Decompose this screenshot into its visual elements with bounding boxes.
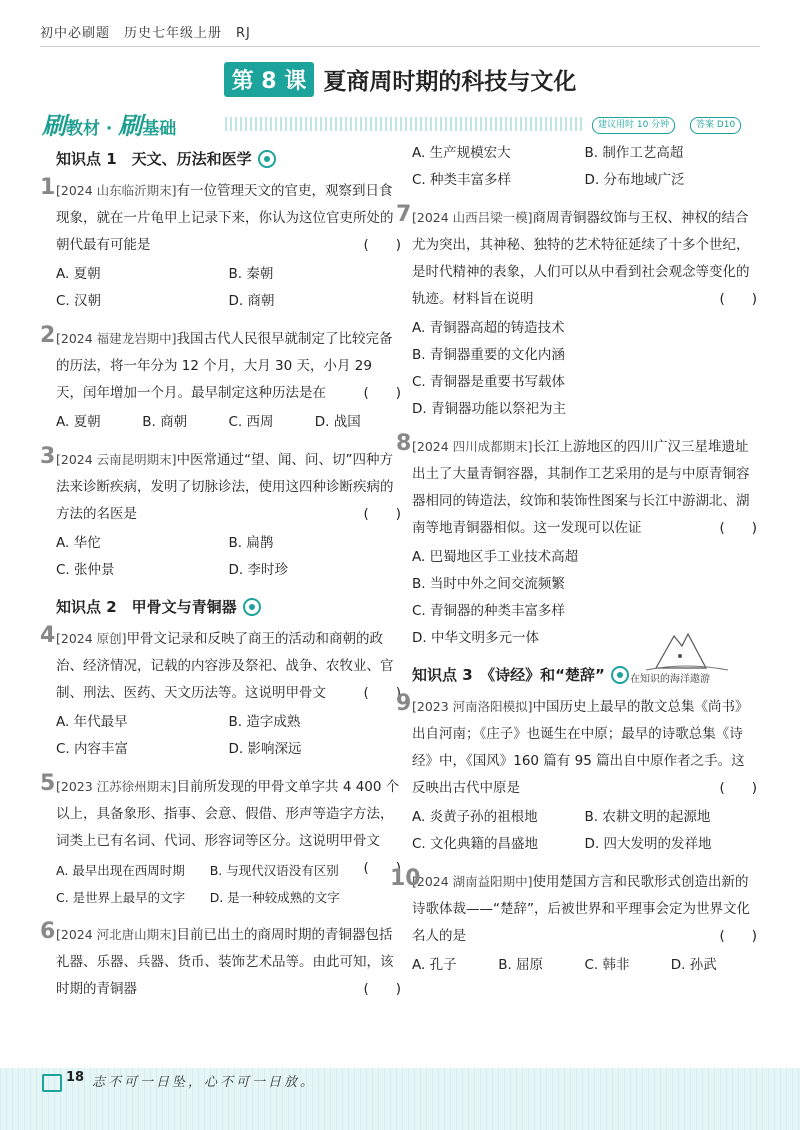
question-number: 3 — [40, 444, 56, 469]
q2-options — [56, 409, 401, 436]
option-b: B. 屈原 — [498, 957, 544, 973]
question-text: 有一位管理天文的官吏，观察到日食现象，就在一片龟甲上记录下来，你认为这位官吏所处的朝代最有可能是 — [56, 183, 394, 253]
option-a: A. 青铜器高超的铸造技术 — [412, 320, 565, 336]
option-c: C. 内容丰富 — [56, 741, 129, 757]
lesson-name: 夏商周时期的科技与文化 — [323, 69, 577, 95]
question-number: 6 — [40, 919, 56, 944]
question-number: 8 — [396, 431, 412, 456]
answer-blank: ( ) — [363, 860, 401, 876]
answer-blank: ( ) — [363, 237, 401, 253]
target-icon — [258, 150, 276, 168]
option-d: D. 孙武 — [670, 957, 717, 973]
option-a: A. 最早出现在西周时期 — [56, 863, 185, 878]
option-d: D. 四大发明的发祥地 — [584, 836, 712, 852]
question-source: [2024 山东临沂期末] — [56, 183, 177, 198]
kp3-label: 知识点 3 《诗经》和“楚辞” — [412, 666, 605, 684]
right-column — [390, 140, 757, 979]
question-text: 中国历史上最早的散文总集《尚书》出自河南；《庄子》也诞生在中原；最早的诗歌总集《诗经》中，《国风》160 篇有 95 篇出自中原作者之手。这反映出古代中原是 — [412, 699, 749, 796]
answer-blank: ( ) — [719, 291, 757, 307]
option-b: B. 造字成熟 — [228, 714, 301, 730]
question-8 — [396, 431, 757, 542]
answer-blank: ( ) — [363, 385, 401, 401]
option-d: D. 中华文明多元一体 — [412, 630, 539, 646]
q6-options — [412, 140, 757, 194]
book-header: 初中必刷题 历史七年级上册 RJ — [40, 26, 251, 41]
option-c: C. 韩非 — [584, 957, 630, 973]
option-b: B. 制作工艺高超 — [584, 145, 684, 161]
answer-blank: ( ) — [719, 780, 757, 796]
option-b: B. 扁鹊 — [228, 535, 274, 551]
question-6 — [40, 919, 401, 1003]
question-source: [2024 福建龙岩期中] — [56, 331, 177, 346]
brand-word-1: 教材 · — [66, 119, 119, 139]
target-icon — [611, 666, 629, 684]
q5-options — [56, 857, 363, 911]
option-b: B. 当时中外之间交流频繁 — [412, 576, 565, 592]
option-d: D. 分布地域广泛 — [584, 172, 685, 188]
option-a: A. 华佗 — [56, 535, 101, 551]
option-a: A. 巴蜀地区手工业技术高超 — [412, 549, 579, 565]
target-icon — [243, 598, 261, 616]
knowledge-point-1 — [56, 148, 401, 169]
question-text: 使用楚国方言和民歌形式创造出新的诗歌体裁——“楚辞”，后被世界和平理事会定为世界文化名人的是 — [412, 874, 750, 944]
option-a: A. 孔子 — [412, 957, 457, 973]
option-a: A. 夏朝 — [56, 414, 101, 430]
question-2 — [40, 323, 401, 407]
question-source: [2024 云南昆明期末] — [56, 452, 177, 467]
brand-word-2: 基础 — [142, 119, 177, 139]
question-text: 我国古代人民很早就制定了比较完备的历法，将一年分为 12 个月，大月 30 天，小月 29 天，闰年增加一个月。最早制定这种历法是在 — [56, 331, 393, 401]
knowledge-point-2 — [56, 596, 401, 617]
answer-blank: ( ) — [719, 520, 757, 536]
option-c: C. 西周 — [228, 414, 274, 430]
question-text: 商周青铜器纹饰与王权、神权的结合尤为突出，其神秘、独特的艺术特征延续了十多个世纪，是时代精神的表象，人们可以从中看到社会观念等变化的轨迹。材料旨在说明 — [412, 210, 750, 307]
option-d: D. 青铜器功能以祭祀为主 — [412, 401, 566, 417]
option-c: C. 文化典籍的昌盛地 — [412, 836, 539, 852]
page-number: 18 — [66, 1070, 85, 1085]
section-brand — [42, 106, 176, 141]
option-c: C. 张仲景 — [56, 562, 115, 578]
q4-options — [56, 709, 401, 763]
option-d: D. 商朝 — [228, 293, 275, 309]
option-c: C. 种类丰富多样 — [412, 172, 512, 188]
question-source: [2024 河北唐山期末] — [56, 927, 177, 942]
question-10 — [390, 866, 757, 950]
question-source: [2023 江苏徐州期末] — [56, 779, 177, 794]
q3-options — [56, 530, 401, 584]
brand-char-2: 刷 — [118, 112, 143, 140]
question-text: 长江上游地区的四川广汉三星堆遗址出土了大量青铜容器，其制作工艺采用的是与中原青铜容器相同的铸造法，纹饰和装饰性图案与长江中游湖北、湖南等地青铜器相似。这一发现可以佐证 — [412, 439, 750, 536]
question-text: 目前所发现的甲骨文单字共 4 400 个以上，具备象形、指事、会意、假借、形声等造字方法，词类上已有名词、代词、形容词等区分。这说明甲骨文 — [56, 779, 400, 849]
question-source: [2023 河南洛阳模拟] — [412, 699, 533, 714]
question-source: [2024 四川成都期末] — [412, 439, 533, 454]
option-c: C. 是世界上最早的文字 — [56, 890, 186, 905]
answer-blank: ( ) — [363, 506, 401, 522]
question-source: [2024 山西吕梁一模] — [412, 210, 533, 225]
question-4 — [40, 623, 401, 707]
option-b: B. 青铜器重要的文化内涵 — [412, 347, 565, 363]
option-b: B. 秦朝 — [228, 266, 274, 282]
suggested-time-badge: 建议用时 10 分钟 — [592, 117, 675, 134]
decorative-stripe — [225, 117, 585, 131]
option-a: A. 年代最早 — [56, 714, 128, 730]
option-b: B. 商朝 — [142, 414, 188, 430]
question-text: 甲骨文记录和反映了商王的活动和商朝的政治、经济情况，记载的内容涉及祭祀、战争、农牧业、官制、刑法、医药、天文历法等。这说明甲骨文 — [56, 631, 394, 701]
question-number: 9 — [396, 691, 412, 716]
question-number: 5 — [40, 771, 56, 796]
q10-options — [412, 952, 757, 979]
question-1 — [40, 175, 401, 259]
kp1-label: 知识点 1 天文、历法和医学 — [56, 150, 252, 168]
lesson-title — [0, 62, 800, 97]
question-number: 1 — [40, 175, 56, 200]
question-number: 2 — [40, 323, 56, 348]
question-text: 中医常通过“望、闻、问、切”四种方法来诊断疾病，发明了切脉诊法，使用这四种诊断疾病的方法的名医是 — [56, 452, 394, 522]
question-source: [2024 湖南益阳期中] — [412, 874, 533, 889]
option-d: D. 是一种较成熟的文字 — [209, 890, 340, 905]
book-icon — [42, 1074, 62, 1092]
answer-blank: ( ) — [363, 685, 401, 701]
kp2-label: 知识点 2 甲骨文与青铜器 — [56, 598, 237, 616]
question-number: 4 — [40, 623, 56, 648]
option-a: A. 生产规模宏大 — [412, 145, 511, 161]
lesson-number: 第 8 课 — [224, 62, 315, 97]
option-c: C. 青铜器的种类丰富多样 — [412, 603, 566, 619]
question-9 — [396, 691, 757, 802]
question-source: [2024 原创] — [56, 631, 127, 646]
question-7 — [396, 202, 757, 313]
answer-page-badge: 答案 D10 — [690, 117, 741, 134]
illustration-caption: 在知识的海洋遨游 — [630, 674, 710, 685]
header-divider — [40, 46, 760, 47]
question-number: 10 — [390, 866, 421, 891]
question-3 — [40, 444, 401, 528]
brand-char-1: 刷 — [42, 112, 66, 140]
option-c: C. 青铜器是重要书写载体 — [412, 374, 566, 390]
q9-options — [412, 804, 757, 858]
answer-blank: ( ) — [363, 981, 401, 997]
option-d: D. 影响深远 — [228, 741, 302, 757]
option-a: A. 炎黄子孙的祖根地 — [412, 809, 538, 825]
option-b: B. 农耕文明的起源地 — [584, 809, 711, 825]
question-number: 7 — [396, 202, 412, 227]
option-a: A. 夏朝 — [56, 266, 101, 282]
q1-options — [56, 261, 401, 315]
option-b: B. 与现代汉语没有区别 — [209, 863, 339, 878]
footer-motto: 志不可一日坠，心不可一日放。 — [92, 1075, 317, 1090]
option-d: D. 李时珍 — [228, 562, 288, 578]
question-text: 目前已出土的商周时期的青铜器包括礼器、乐器、兵器、货币、装饰艺术品等。由此可知，该时期的青铜器 — [56, 927, 394, 997]
option-d: D. 战国 — [314, 414, 361, 430]
left-column — [40, 140, 401, 1005]
option-c: C. 汉朝 — [56, 293, 102, 309]
answer-blank: ( ) — [719, 928, 757, 944]
